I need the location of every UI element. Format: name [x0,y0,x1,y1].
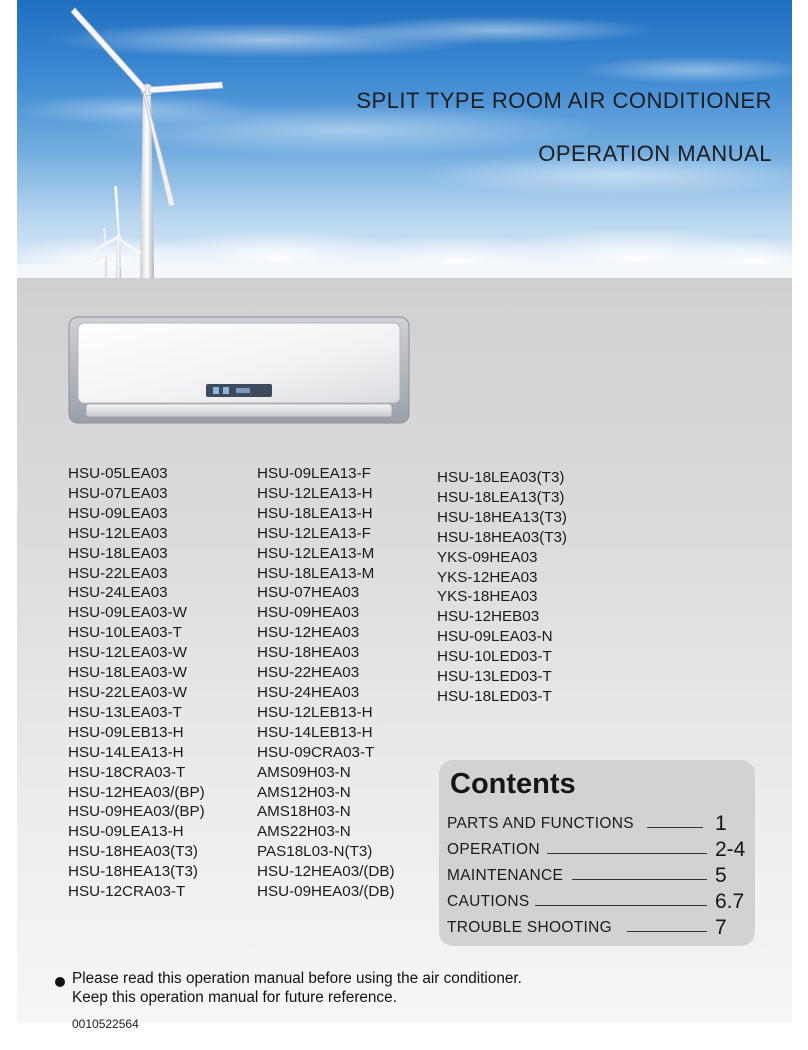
contents-item-parts-and-functions[interactable] [447,810,757,836]
model-number: HSU-12LEB13-H [257,703,373,721]
model-number: HSU-18HEA13(T3) [437,508,567,526]
model-number: HSU-14LEB13-H [257,723,373,741]
contents-item-cautions[interactable] [447,888,757,914]
model-number: HSU-09LEA13-H [68,823,184,841]
model-number: YKS-12HEA03 [437,568,538,586]
contents-item-label: OPERATION [447,841,540,858]
model-number: PAS18L03-N(T3) [257,843,373,861]
model-number: AMS22H03-N [257,823,351,841]
model-number: HSU-09HEA03/(DB) [257,883,395,901]
model-number: HSU-24LEA03 [68,584,168,602]
model-number: YKS-18HEA03 [437,588,538,606]
model-number: HSU-05LEA03 [68,465,168,482]
model-number: HSU-12LEA03 [68,524,168,542]
contents-title: Contents [450,768,576,800]
model-number: HSU-18LEA13(T3) [437,488,565,506]
model-number: AMS09H03-N [257,763,351,781]
contents-item-trouble-shooting[interactable] [447,914,757,940]
model-number: HSU-10LED03-T [437,648,552,666]
keep-manual-note: Keep this operation manual for future reference. [72,989,397,1006]
contents-item-label: MAINTENANCE [447,867,564,884]
contents-item-label: TROUBLE SHOOTING [447,919,612,936]
model-number: HSU-09LEA03-W [68,604,188,622]
model-number: HSU-18HEA03(T3) [437,528,567,546]
contents-item-page: 7 [715,916,727,939]
model-number: HSU-09LEB13-H [68,723,184,741]
model-number: HSU-18HEA03 [257,644,360,662]
cover-banner [17,0,792,278]
model-number: HSU-14LEA13-H [68,743,184,761]
model-number: HSU-09HEA03 [257,604,360,622]
air-conditioner-image [68,316,410,424]
contents-box [439,760,755,946]
model-number: HSU-24HEA03 [257,683,360,701]
contents-item-page: 2-4 [715,838,746,861]
model-number: HSU-09LEA03 [68,504,168,522]
model-number: HSU-12HEB03 [437,608,540,626]
model-number: HSU-13LED03-T [437,668,552,686]
model-number: HSU-18LED03-T [437,687,552,705]
read-manual-note: Please read this operation manual before using the air conditioner. [72,970,522,987]
model-number: HSU-12LEA13-H [257,484,373,502]
model-number: HSU-22LEA03-W [68,683,188,701]
model-number: HSU-13LEA03-T [68,703,182,721]
model-number: HSU-22HEA03 [257,664,360,682]
model-number: HSU-10LEA03-T [68,624,182,642]
model-number: HSU-07HEA03 [257,584,360,602]
model-number: HSU-12LEA13-F [257,524,371,542]
model-number: HSU-09LEA13-F [257,465,371,482]
model-number: YKS-09HEA03 [437,548,538,566]
model-number: HSU-12HEA03 [257,624,360,642]
model-number: HSU-12HEA03/(DB) [257,863,395,881]
model-number: HSU-18LEA13-M [257,564,375,582]
contents-item-page: 1 [715,812,727,835]
model-number: HSU-09CRA03-T [257,743,375,761]
model-number: HSU-18LEA03(T3) [437,469,565,486]
model-number: AMS12H03-N [257,783,351,801]
contents-item-page: 5 [715,864,727,887]
model-number: HSU-09HEA03/(BP) [68,803,205,821]
model-number: HSU-18LEA13-H [257,504,373,522]
model-number: HSU-18HEA13(T3) [68,863,198,881]
model-number: HSU-18HEA03(T3) [68,843,198,861]
model-number: HSU-12LEA03-W [68,644,188,662]
model-number: HSU-22LEA03 [68,564,168,582]
model-number: HSU-12LEA13-M [257,544,375,562]
bullet-icon [55,977,65,987]
contents-item-label: CAUTIONS [447,893,530,910]
contents-item-maintenance[interactable] [447,862,757,888]
model-list-column-2 [257,464,395,902]
wind-turbine-illustration [17,0,792,278]
model-number: AMS18H03-N [257,803,351,821]
model-number: HSU-12CRA03-T [68,883,186,901]
model-number: HSU-09LEA03-N [437,628,553,646]
contents-item-operation[interactable] [447,836,757,862]
model-number: HSU-18LEA03-W [68,664,188,682]
model-number: HSU-18LEA03 [68,544,168,562]
contents-item-page: 6.7 [715,890,745,913]
manual-subtitle: OPERATION MANUAL [538,141,772,166]
contents-item-label: PARTS AND FUNCTIONS [447,815,634,832]
model-number: HSU-07LEA03 [68,484,168,502]
model-number: HSU-18CRA03-T [68,763,186,781]
document-code: 0010522564 [72,1017,139,1031]
manual-title: SPLIT TYPE ROOM AIR CONDITIONER [356,88,772,113]
model-number: HSU-12HEA03/(BP) [68,783,205,801]
model-list-column-3 [437,468,567,707]
model-list-column-1 [68,464,205,902]
